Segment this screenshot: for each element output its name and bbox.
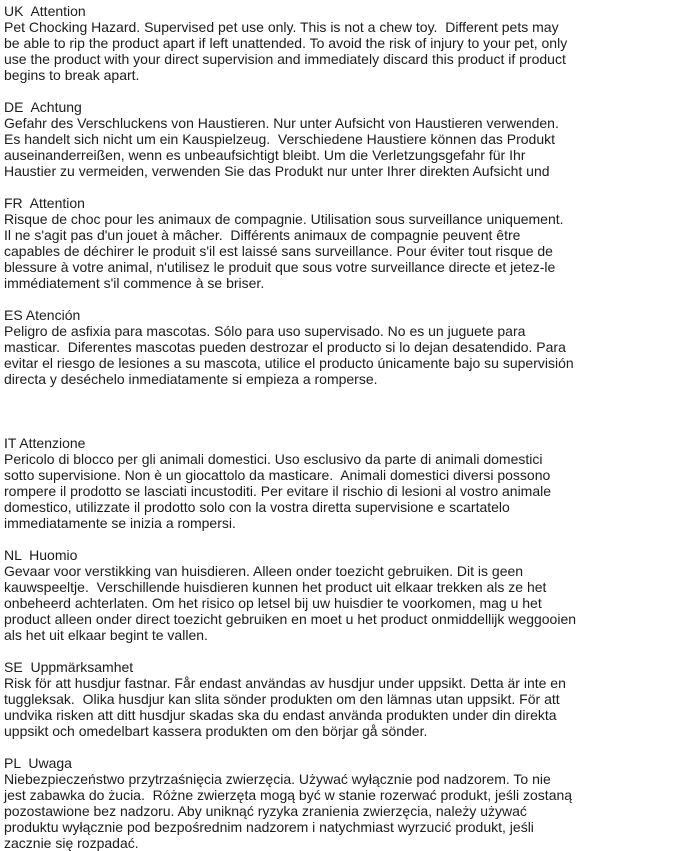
section-header-se: SE Uppmärksamhet [4, 659, 134, 675]
section-header-pl: PL Uwaga [4, 755, 72, 771]
text-line: produktu wyłącznie pod bezpośrednim nadzorem i natychmiast wyrzucić produkt, jeśli [4, 819, 534, 835]
text-line: uppsikt och omedelbart kassera produkten om den börjar gå sönder. [4, 723, 428, 739]
text-line: auseinanderreißen, wenn es unbeaufsichtigt bleibt. Um die Verletzungsgefahr für Ihr [4, 147, 526, 163]
section-header-nl: NL Huomio [4, 547, 78, 563]
text-line: use the product with your direct supervision and immediately discard this product if product [4, 51, 566, 67]
warning-section-fr [4, 195, 679, 291]
text-line: Gevaar voor verstikking van huisdieren. Alleen onder toezicht gebruiken. Dit is geen [4, 563, 524, 579]
text-line: tuggleksak. Olika husdjur kan slita sönder produkten om den lämnas utan uppsikt. För att [4, 691, 560, 707]
text-line: pozostawione bez nadzoru. Aby uniknąć ryzyka zranienia zwierzęcia, należy używać [4, 803, 527, 819]
text-line: Il ne s'agit pas d'un jouet à mâcher. Différents animaux de compagnie peuvent être [4, 227, 521, 243]
section-header-fr: FR Attention [4, 195, 85, 211]
text-line: Haustier zu vermeiden, verwenden Sie das Produkt nur unter Ihrer direkten Aufsicht und [4, 163, 550, 179]
warning-section-es [4, 307, 679, 387]
text-line: be able to rip the product apart if left unattended. To avoid the risk of injury to your pet, only [4, 35, 568, 51]
warning-section-it [4, 435, 679, 531]
text-line: Pericolo di blocco per gli animali domestici. Uso esclusivo da parte di animali domestici [4, 451, 543, 467]
section-header-es: ES Atención [4, 307, 81, 323]
text-line: evitar el riesgo de lesiones a su mascota, utilice el producto únicamente bajo su supervisión [4, 355, 574, 371]
text-line: Niebezpieczeństwo przytrzaśnięcia zwierzęcia. Używać wyłącznie pod nadzorem. To nie [4, 771, 551, 787]
text-line: jest zabawka do żucia. Różne zwierzęta mogą być w stanie rozerwać produkt, jeśli zostaną [4, 787, 573, 803]
text-line: product alleen onder direct toezicht gebruiken en moet u het product onmiddellijk weggooien [4, 611, 577, 627]
text-line: onbeheerd achterlaten. Om het risico op letsel bij uw huisdier te voorkomen, mag u het [4, 595, 542, 611]
warning-section-de [4, 99, 679, 179]
text-line: kauwspeeltje. Verschillende huisdieren kunnen het product uit elkaar trekken als ze het [4, 579, 547, 595]
text-line: Es handelt sich nicht um ein Kauspielzeug. Verschiedene Haustiere können das Produkt [4, 131, 556, 147]
text-line: zacznie się rozpadać. [4, 835, 139, 851]
text-line: sotto supervisione. Non è un giocattolo da masticare. Animali domestici diversi possono [4, 467, 551, 483]
text-line: rompere il prodotto se lasciati incustoditi. Per evitare il rischio di lesioni al vostro animale [4, 483, 552, 499]
text-line: blessure à votre animal, n'utilisez le produit que sous votre surveillance directe et jetez-le [4, 259, 556, 275]
text-line: capables de déchirer le produit s'il est laissé sans surveillance. Pour éviter tout risque de [4, 243, 553, 259]
text-line: directa y deséchelo inmediatamente si empieza a romperse. [4, 371, 378, 387]
text-line: begins to break apart. [4, 67, 140, 83]
text-line: Gefahr des Verschluckens von Haustieren. Nur unter Aufsicht von Haustieren verwenden. [4, 115, 559, 131]
text-line: undvika risken att ditt husdjur skadas ska du endast använda produkten under din direkta [4, 707, 557, 723]
text-line: Pet Chocking Hazard. Supervised pet use only. This is not a chew toy. Different pets may [4, 19, 559, 35]
warning-section-uk [4, 3, 679, 83]
warning-section-nl [4, 547, 679, 643]
warning-section-pl [4, 755, 679, 851]
text-line: immédiatement s'il commence à se briser. [4, 275, 265, 291]
section-header-it: IT Attenzione [4, 435, 86, 451]
text-line: Risque de choc pour les animaux de compagnie. Utilisation sous surveillance uniquement. [4, 211, 564, 227]
text-line: Peligro de asfixia para mascotas. Sólo para uso supervisado. No es un juguete para [4, 323, 526, 339]
section-header-uk: UK Attention [4, 3, 86, 19]
text-line: domestico, utilizzate il prodotto solo con la vostra diretta supervisione e scartatelo [4, 499, 510, 515]
text-line: Risk för att husdjur fastnar. Får endast användas av husdjur under uppsikt. Detta är inte en [4, 675, 566, 691]
text-line: masticar. Diferentes mascotas pueden destrozar el producto si lo dejan desatendido. Para [4, 339, 566, 355]
text-line: immediatamente se inizia a rompersi. [4, 515, 236, 531]
section-header-de: DE Achtung [4, 99, 82, 115]
warning-section-se [4, 659, 679, 739]
text-line: als het uit elkaar begint te vallen. [4, 627, 208, 643]
